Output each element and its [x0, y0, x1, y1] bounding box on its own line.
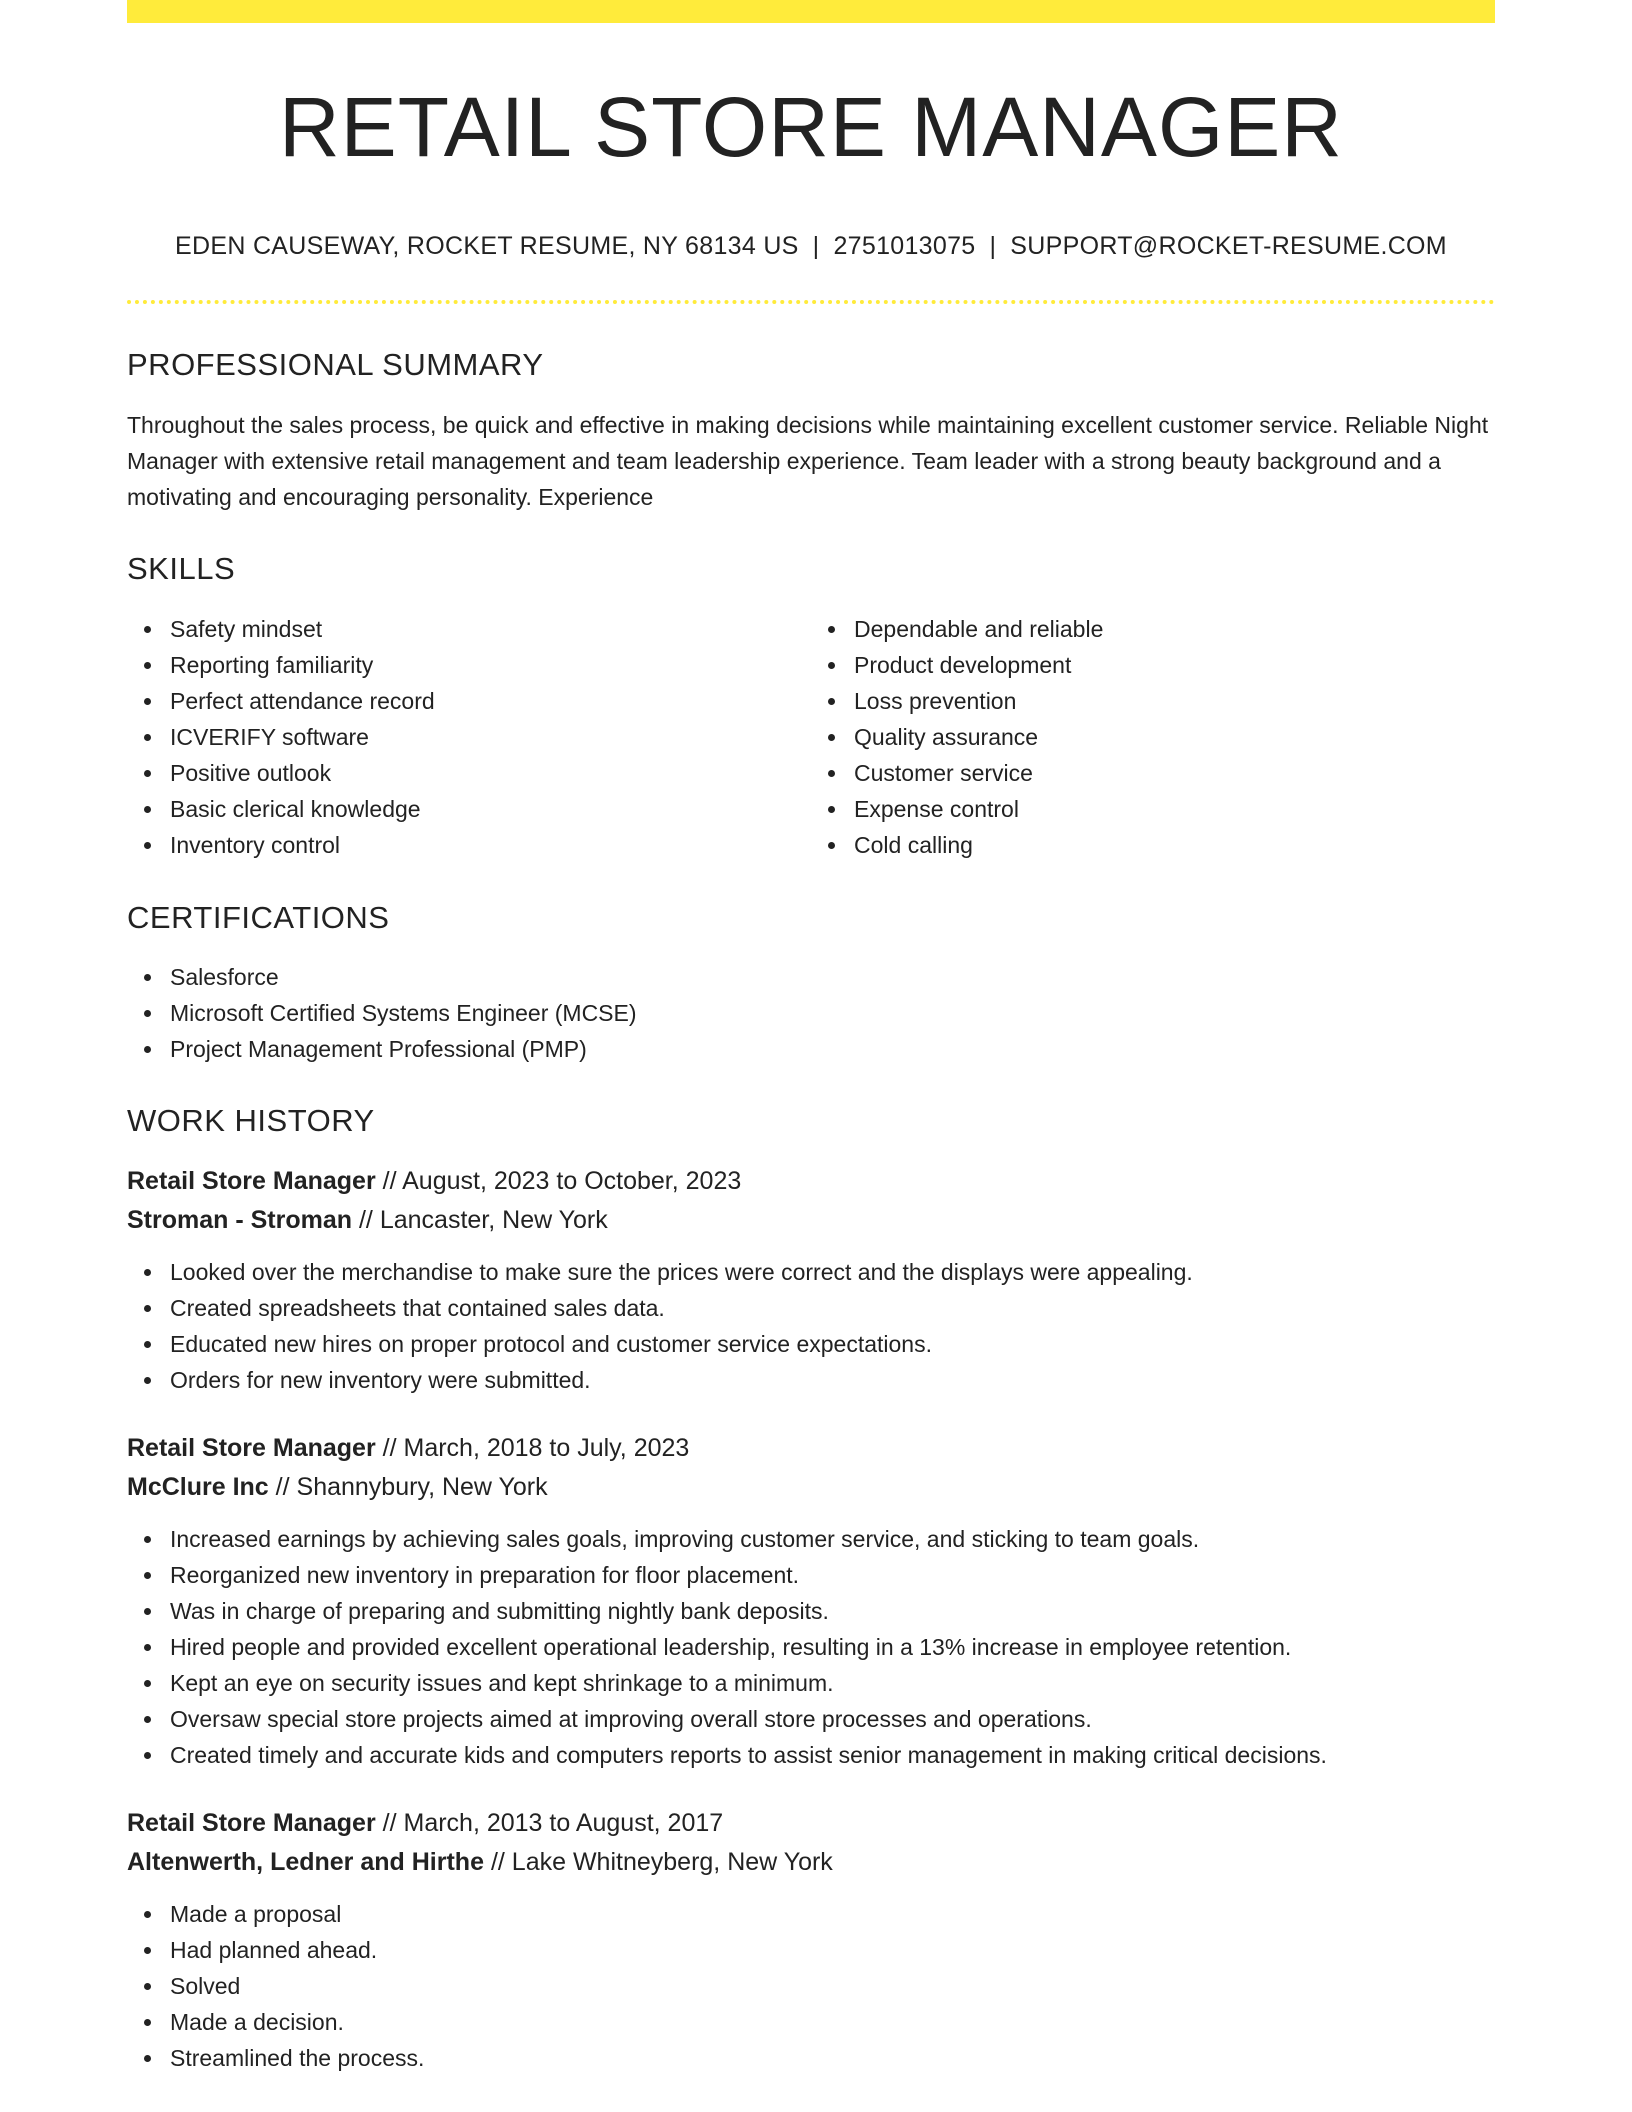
job-bullets	[127, 1521, 1495, 1773]
job-bullets	[127, 1896, 1495, 2076]
contact-phone: 2751013075	[833, 232, 976, 261]
job-bullet: Solved	[170, 1968, 1495, 2004]
job-location: Lancaster, New York	[379, 1205, 608, 1234]
job-connector: //	[382, 1808, 397, 1837]
job-company: Altenwerth, Ledner and Hirthe	[127, 1847, 484, 1876]
dotted-divider	[127, 300, 1495, 304]
skill-item: ICVERIFY software	[170, 719, 811, 755]
contact-address: EDEN CAUSEWAY, ROCKET RESUME, NY 68134 US	[175, 232, 799, 261]
job-dates: March, 2018 to July, 2023	[403, 1433, 690, 1462]
certification-item: Salesforce	[170, 959, 1495, 995]
skill-item: Safety mindset	[170, 611, 811, 647]
job-connector: //	[490, 1847, 505, 1876]
skill-item: Quality assurance	[854, 719, 1495, 755]
work-history-heading: WORK HISTORY	[127, 1102, 375, 1138]
contact-email: SUPPORT@ROCKET-RESUME.COM	[1010, 232, 1447, 261]
skill-item: Basic clerical knowledge	[170, 791, 811, 827]
job-dates: March, 2013 to August, 2017	[403, 1808, 724, 1837]
skills-heading: SKILLS	[127, 551, 236, 587]
job-connector: //	[275, 1472, 290, 1501]
job-role: Retail Store Manager	[127, 1808, 376, 1837]
job-bullet: Was in charge of preparing and submitting nightly bank deposits.	[170, 1593, 1495, 1629]
certification-item: Project Management Professional (PMP)	[170, 1031, 1495, 1067]
job-bullet: Made a decision.	[170, 2004, 1495, 2040]
job-connector: //	[358, 1205, 373, 1234]
skills-columns	[127, 611, 1495, 863]
job-bullet: Streamlined the process.	[170, 2040, 1495, 2076]
job-bullet: Educated new hires on proper protocol and customer service expectations.	[170, 1326, 1495, 1362]
job-company-line	[127, 1201, 1495, 1240]
job-dates: August, 2023 to October, 2023	[402, 1166, 742, 1195]
summary-text: Throughout the sales process, be quick and effective in making decisions while maintaining excellent customer service. Reliable Night Manager with extensive retail management and team leadership experience. Team leader with a strong beauty background and a motivating and encouraging personality. Experience	[127, 412, 1489, 511]
top-accent-bar	[127, 0, 1495, 23]
job-bullet: Created spreadsheets that contained sales data.	[170, 1290, 1495, 1326]
job-connector: //	[382, 1166, 397, 1195]
contact-separator: |	[812, 232, 820, 261]
resume-content	[127, 0, 1495, 2076]
skill-item: Expense control	[854, 791, 1495, 827]
certifications-list	[127, 959, 1495, 1067]
job-role: Retail Store Manager	[127, 1166, 376, 1195]
job-bullet: Hired people and provided excellent operational leadership, resulting in a 13% increase in employee retention.	[170, 1629, 1495, 1665]
certification-item: Microsoft Certified Systems Engineer (MCSE)	[170, 995, 1495, 1031]
skill-item: Reporting familiarity	[170, 647, 811, 683]
job-company-line	[127, 1843, 1495, 1882]
skill-item: Customer service	[854, 755, 1495, 791]
job-bullet: Reorganized new inventory in preparation for floor placement.	[170, 1557, 1495, 1593]
skill-item: Dependable and reliable	[854, 611, 1495, 647]
job-bullet: Created timely and accurate kids and computers reports to assist senior management in making critical decisions.	[170, 1737, 1495, 1773]
job-location: Shannybury, New York	[296, 1472, 548, 1501]
job-bullet: Made a proposal	[170, 1896, 1495, 1932]
job-bullets	[127, 1254, 1495, 1398]
job-bullet: Had planned ahead.	[170, 1932, 1495, 1968]
job-bullet: Orders for new inventory were submitted.	[170, 1362, 1495, 1398]
job-company-line	[127, 1468, 1495, 1507]
skill-item: Loss prevention	[854, 683, 1495, 719]
job-connector: //	[382, 1433, 397, 1462]
job-location: Lake Whitneyberg, New York	[511, 1847, 833, 1876]
contact-separator: |	[989, 232, 997, 261]
skill-item: Positive outlook	[170, 755, 811, 791]
skill-item: Perfect attendance record	[170, 683, 811, 719]
job-bullet: Oversaw special store projects aimed at improving overall store processes and operations.	[170, 1701, 1495, 1737]
job-bullet: Looked over the merchandise to make sure the prices were correct and the displays were appealing.	[170, 1254, 1495, 1290]
job-role-line	[127, 1804, 1495, 1843]
skills-list-right	[811, 611, 1495, 863]
job-company: Stroman - Stroman	[127, 1205, 353, 1234]
candidate-title: RETAIL STORE MANAGER	[279, 80, 1343, 174]
job-bullet: Kept an eye on security issues and kept shrinkage to a minimum.	[170, 1665, 1495, 1701]
job-role: Retail Store Manager	[127, 1433, 376, 1462]
job-role-line	[127, 1429, 1495, 1468]
certifications-heading: CERTIFICATIONS	[127, 899, 390, 935]
skill-item: Product development	[854, 647, 1495, 683]
job-role-line	[127, 1162, 1495, 1201]
skills-list-left	[127, 611, 811, 863]
job-company: McClure Inc	[127, 1472, 269, 1501]
summary-heading: PROFESSIONAL SUMMARY	[127, 347, 544, 383]
job-bullet: Increased earnings by achieving sales goals, improving customer service, and sticking to team goals.	[170, 1521, 1495, 1557]
skill-item: Cold calling	[854, 827, 1495, 863]
contact-line	[127, 231, 1495, 261]
skill-item: Inventory control	[170, 827, 811, 863]
